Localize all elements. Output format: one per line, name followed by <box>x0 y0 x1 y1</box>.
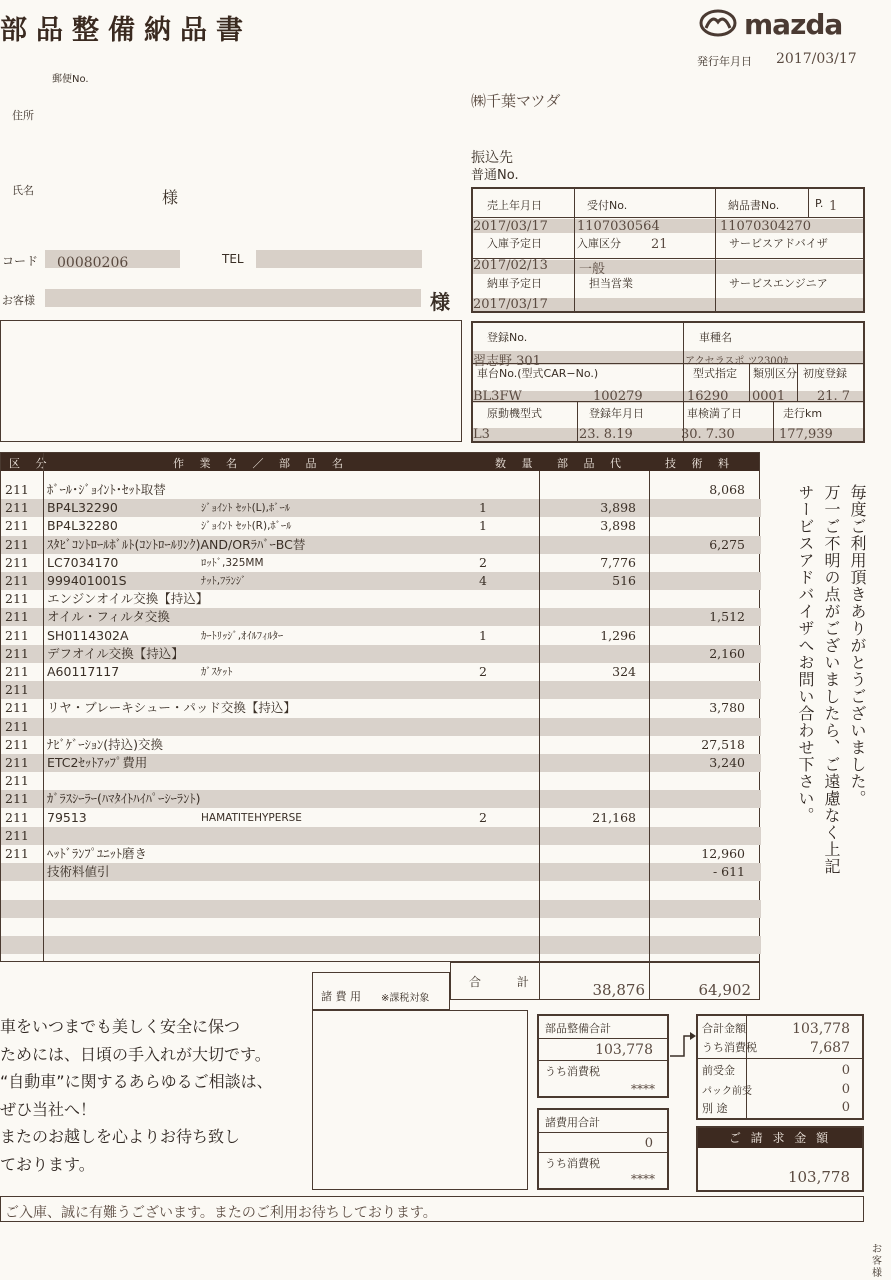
table-row <box>1 718 761 736</box>
engine-label: 原動機型式 <box>487 407 542 420</box>
col-qty: 数 量 <box>495 457 539 470</box>
item-code: 211 <box>5 518 29 534</box>
item-code: 211 <box>5 809 29 825</box>
item-qty: 4 <box>479 573 487 588</box>
code-value: 00080206 <box>57 255 129 271</box>
col-parts: 部 品 代 <box>557 457 627 470</box>
item-parts: 3,898 <box>600 518 636 534</box>
table-row <box>1 554 761 572</box>
labor-total: 64,902 <box>698 981 751 999</box>
col-category: 区 分 <box>9 457 53 470</box>
item-labor: 12,960 <box>701 846 745 861</box>
prepaid: 0 <box>841 1063 850 1078</box>
misc-total: 0 <box>644 1136 653 1151</box>
side-message <box>792 484 870 884</box>
invoice-no-label: 納品書No. <box>728 199 780 212</box>
engine: L3 <box>473 427 490 442</box>
item-code: 211 <box>5 482 29 497</box>
other-label: 別 途 <box>702 1102 728 1115</box>
item-labor: 6,275 <box>709 536 745 552</box>
item-code: 211 <box>5 609 29 625</box>
tax-label: うち消費税 <box>545 1065 600 1078</box>
item-qty: 2 <box>479 664 487 679</box>
entry-type: 一般 <box>579 262 606 277</box>
sale-date-label: 売上年月日 <box>487 199 542 212</box>
mileage: 177,939 <box>779 427 833 442</box>
sales-rep-label: 担当営業 <box>589 277 633 290</box>
grand: 103,778 <box>792 1021 850 1037</box>
vehicle-table <box>471 321 865 443</box>
promo-line: 車をいつまでも美しく安全に保つ <box>0 1017 241 1036</box>
type-value: 16290 <box>687 389 729 404</box>
inspection-label: 車検満了日 <box>687 407 742 420</box>
page-label: P. <box>815 197 824 210</box>
item-parts: 7,776 <box>600 554 636 570</box>
pack: 0 <box>841 1082 850 1097</box>
order-info-table <box>471 187 865 313</box>
grand-total-row <box>450 962 760 1000</box>
side-message-line: 万一ご不明の点がございましたら、ご遠慮なく上記 <box>822 484 841 875</box>
grand-tax-label: うち消費税 <box>702 1041 757 1054</box>
table-row <box>1 736 761 754</box>
arrow-icon <box>668 1030 698 1060</box>
item-name: エンジンオイル交換【持込】 <box>47 591 209 607</box>
table-row <box>1 572 761 590</box>
class-label: 類別区分 <box>753 367 797 380</box>
receipt-no-label: 受付No. <box>587 199 628 212</box>
entry-date: 2017/02/13 <box>473 258 548 273</box>
entry-date-label: 入庫予定日 <box>487 237 542 250</box>
item-code: 211 <box>5 536 29 552</box>
parts-total: 38,876 <box>592 981 645 999</box>
item-labor: 3,240 <box>709 755 745 770</box>
item-name: ｽﾀﾋﾞｺﾝﾄﾛｰﾙﾎﾞﾙﾄ(ｺﾝﾄﾛｰﾙﾘﾝｸ)AND/ORﾗﾊﾞｰBC替 <box>47 536 306 552</box>
promo-line: ためには、日頃の手入れが大切です。 <box>0 1044 271 1064</box>
item-qty: 2 <box>479 554 487 570</box>
mazda-logo <box>698 8 868 42</box>
col-name: 作 業 名 ／ 部 品 名 <box>173 457 349 470</box>
item-qty: 1 <box>479 518 487 534</box>
item-parts: 516 <box>612 573 636 588</box>
table-row <box>1 918 761 936</box>
account-label: 普通No. <box>471 168 519 183</box>
footer-message-box <box>0 1196 864 1222</box>
grand-label: 合計金額 <box>702 1022 746 1035</box>
grand-tax: 7,687 <box>809 1040 850 1056</box>
misc-total-box <box>537 1108 669 1190</box>
class-value: 0001 <box>752 389 786 404</box>
parts-service-total: 103,778 <box>595 1042 653 1058</box>
item-name: SH0114302A <box>47 627 129 643</box>
item-name: 999401001S <box>47 573 127 588</box>
item-desc: HAMATITEHYPERSE <box>201 811 302 824</box>
table-row <box>1 845 761 863</box>
item-name: LC7034170 <box>47 554 119 570</box>
item-code: 211 <box>5 736 29 752</box>
item-desc: ｼﾞｮｲﾝﾄ ｾｯﾄ(L),ﾎﾞｰﾙ <box>201 502 290 515</box>
billing-label: ご 請 求 金 額 <box>698 1128 862 1148</box>
misc-fee-header <box>312 972 450 1010</box>
table-row <box>1 881 761 899</box>
type-label: 型式指定 <box>693 367 737 380</box>
mileage-label: 走行km <box>783 407 823 420</box>
dealer-name: ㈱千葉マツダ <box>471 92 561 110</box>
table-row <box>1 536 761 554</box>
item-name: ETC2ｾｯﾄｱｯﾌﾟ費用 <box>47 755 148 770</box>
table-row <box>1 663 761 681</box>
misc-tax-label: うち消費税 <box>545 1157 600 1170</box>
billing-box <box>696 1126 864 1192</box>
item-labor: 8,068 <box>709 482 745 497</box>
item-name: BP4L32280 <box>47 518 118 534</box>
prepaid-label: 前受金 <box>702 1064 735 1077</box>
entry-type-code: 21 <box>651 237 668 252</box>
first-reg-label: 初度登録 <box>803 367 847 380</box>
brand-wordmark: mazda <box>744 8 843 41</box>
table-row <box>1 517 761 535</box>
item-labor: 3,780 <box>709 700 745 716</box>
table-row <box>1 790 761 808</box>
document-title: 部品整備納品書 <box>0 15 252 46</box>
item-qty: 2 <box>479 809 487 825</box>
engineer-label: サービスエンジニア <box>729 277 828 290</box>
items-header <box>1 453 759 471</box>
customer-name-field <box>45 289 421 307</box>
footer-message: ご入庫、誠に有難うございます。またのご利用お待ちしております。 <box>5 1205 437 1221</box>
item-code: 211 <box>5 682 29 698</box>
reg-date-label: 登録年月日 <box>589 407 644 420</box>
transfer-label: 振込先 <box>471 150 513 166</box>
item-code: 211 <box>5 846 29 861</box>
item-parts: 1,296 <box>600 627 636 643</box>
item-code: 211 <box>5 554 29 570</box>
item-name: BP4L32290 <box>47 500 118 516</box>
promo-text <box>0 1013 273 1178</box>
item-parts: 3,898 <box>600 500 636 516</box>
item-desc: ｼﾞｮｲﾝﾄ ｾｯﾄ(R),ﾎﾞｰﾙ <box>201 520 292 533</box>
table-row <box>1 627 761 645</box>
item-labor: - 611 <box>712 864 745 880</box>
parts-service-total-label: 部品整備合計 <box>545 1022 611 1035</box>
item-labor: 1,512 <box>709 609 745 625</box>
table-row <box>1 772 761 790</box>
item-rows <box>1 481 759 961</box>
item-name: ﾎﾞｰﾙ･ｼﾞｮｲﾝﾄ･ｾｯﾄ取替 <box>47 482 166 497</box>
copy-label: お客様 <box>872 1244 882 1279</box>
name-label: 氏名 <box>12 184 34 197</box>
tel-label: TEL <box>222 252 244 266</box>
address-label: 住所 <box>12 109 34 122</box>
table-row <box>1 681 761 699</box>
item-name: オイル・フィルタ交換 <box>47 609 170 625</box>
issue-date: 2017/03/17 <box>776 51 857 67</box>
item-labor: 27,518 <box>701 736 745 752</box>
issue-date-label: 発行年月日 <box>697 55 752 68</box>
item-code: 211 <box>5 573 29 588</box>
chassis-model: BL3FW <box>473 389 522 404</box>
item-name: ﾅﾋﾞｹﾞｰｼｮﾝ(持込)交換 <box>47 736 164 752</box>
item-labor: 2,160 <box>709 645 745 661</box>
receipt-no: 1107030564 <box>577 219 660 234</box>
table-row <box>1 827 761 845</box>
item-code: 211 <box>5 718 29 734</box>
table-row <box>1 499 761 517</box>
customer-label: お客様 <box>2 294 35 307</box>
promo-line: またのお越しを心よりお待ち致し <box>0 1127 241 1146</box>
side-message-line: サービスアドバイザへお問い合わせ下さい。 <box>796 484 815 824</box>
inspection: 30. 7.30 <box>681 427 735 442</box>
memo-box <box>0 320 462 442</box>
tel-field <box>256 250 422 268</box>
delivery-date-label: 納車予定日 <box>487 277 542 290</box>
table-row <box>1 754 761 772</box>
table-row <box>1 900 761 918</box>
customer-suffix: 様 <box>430 290 450 314</box>
item-code: 211 <box>5 645 29 661</box>
item-code: 211 <box>5 591 29 607</box>
mazda-emblem-icon <box>698 8 738 38</box>
promo-line: “自動車”に関するあらゆるご相談は、 <box>0 1072 273 1091</box>
item-code: 211 <box>5 791 29 807</box>
item-code: 211 <box>5 700 29 716</box>
item-code: 211 <box>5 755 29 770</box>
item-name: 79513 <box>47 809 87 825</box>
item-qty: 1 <box>479 500 487 516</box>
reg-no: 習志野 301 <box>473 354 541 369</box>
name-suffix: 様 <box>162 188 179 207</box>
total-label: 合 計 <box>469 975 545 989</box>
item-code: 211 <box>5 664 29 679</box>
item-name: ﾍｯﾄﾞﾗﾝﾌﾟﾕﾆｯﾄ磨き <box>47 846 148 861</box>
entry-type-label: 入庫区分 <box>577 237 621 250</box>
delivery-date: 2017/03/17 <box>473 297 548 312</box>
reg-no-label: 登録No. <box>487 331 528 344</box>
item-parts: 21,168 <box>592 809 636 825</box>
item-code: 211 <box>5 827 29 843</box>
table-row <box>1 608 761 626</box>
other: 0 <box>841 1100 850 1115</box>
table-row <box>1 936 761 954</box>
items-table <box>0 452 760 962</box>
item-desc: ﾛｯﾄﾞ,325MM <box>201 556 264 569</box>
advisor-label: サービスアドバイザ <box>729 237 828 250</box>
table-row <box>1 699 761 717</box>
code-label: コード <box>2 254 39 268</box>
sale-date: 2017/03/17 <box>473 219 548 234</box>
parts-service-total-box <box>537 1014 669 1098</box>
item-parts: 324 <box>612 664 636 679</box>
item-code: 211 <box>5 773 29 789</box>
misc-label: 諸 費 用 <box>321 990 361 1003</box>
misc-tax-masked: **** <box>631 1172 655 1186</box>
item-name: リヤ・ブレーキシュー・パッド交換【持込】 <box>47 700 296 716</box>
first-reg: 21. 7 <box>817 389 851 404</box>
col-labor: 技 術 料 <box>665 457 735 470</box>
table-row <box>1 590 761 608</box>
item-qty: 1 <box>479 627 487 643</box>
item-desc: ｶﾞｽｹｯﾄ <box>201 666 233 678</box>
item-name: ｶﾞﾗｽｼｰﾗｰ(ﾊﾏﾀｲﾄﾊｲﾊﾟｰｼｰﾗﾝﾄ) <box>47 791 201 807</box>
table-row <box>1 809 761 827</box>
chassis-label: 車台No.(型式CAR−No.) <box>477 367 599 380</box>
item-code: 211 <box>5 500 29 516</box>
taxable-note: ※課税対象 <box>381 993 430 1004</box>
promo-line: ております。 <box>0 1154 95 1174</box>
billing: 103,778 <box>787 1168 850 1186</box>
misc-fee-box <box>312 1010 528 1190</box>
reg-date: 23. 8.19 <box>579 427 633 442</box>
table-row <box>1 481 761 499</box>
item-name: 技術料値引 <box>47 864 110 880</box>
grand-total-box <box>696 1014 864 1120</box>
item-desc: ｶｰﾄﾘｯｼﾞ,ｵｲﾙﾌｨﾙﾀｰ <box>201 629 284 642</box>
item-name: デフオイル交換【持込】 <box>47 645 184 661</box>
side-message-line: 毎度ご利用頂きありがとうございました。 <box>848 484 867 807</box>
chassis-no: 100279 <box>593 389 643 404</box>
misc-total-label: 諸費用合計 <box>545 1116 600 1129</box>
postal-label: 郵便No. <box>52 74 89 85</box>
tax-masked: **** <box>631 1082 655 1096</box>
invoice-no: 11070304270 <box>720 219 811 234</box>
pack-label: パック前受 <box>702 1086 752 1097</box>
promo-line: ぜひ当社へ！ <box>0 1099 97 1119</box>
table-row <box>1 645 761 663</box>
item-code: 211 <box>5 627 29 643</box>
table-row <box>1 863 761 881</box>
page-no: 1 <box>829 199 838 214</box>
item-desc: ﾅｯﾄ,ﾌﾗﾝｼﾞ <box>201 575 247 587</box>
model-name-label: 車種名 <box>699 331 732 344</box>
item-name: A60117117 <box>47 664 120 679</box>
model-name: アクセラスポ ツ2300ｶ <box>685 356 789 367</box>
